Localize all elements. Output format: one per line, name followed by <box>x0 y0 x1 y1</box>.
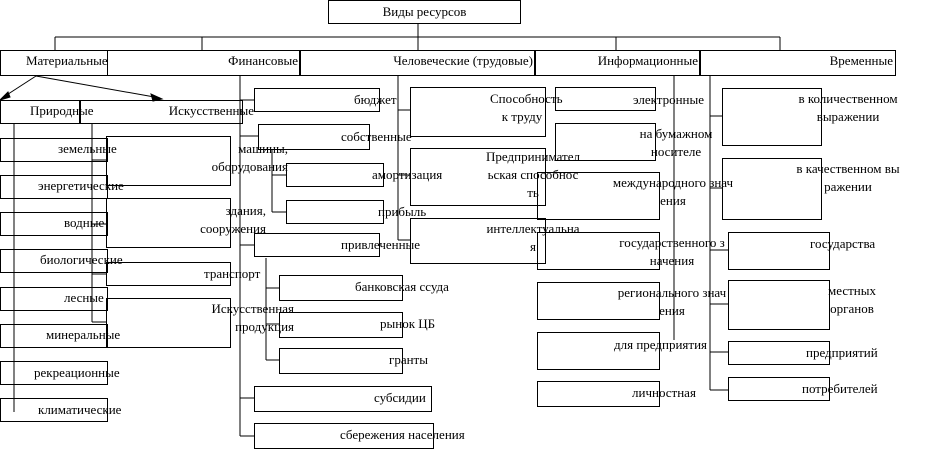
financial-item-label: субсидии <box>374 390 426 405</box>
artificial-item-label: здания, сооружения <box>200 203 266 236</box>
financial-item-label: банковская ссуда <box>355 279 449 294</box>
financial-item-label: бюджет <box>354 92 397 107</box>
natural-item-label: земельные <box>58 141 117 156</box>
financial-item-label: привлеченные <box>341 237 421 252</box>
artificial-item-label: Искусственная продукция <box>211 301 294 334</box>
info-item-label: международного значения <box>612 175 734 208</box>
financial-label: Финансовые <box>228 53 298 68</box>
human-item-label: интеллектуальная <box>486 221 580 254</box>
human-item-label: Способность к труду <box>490 91 563 124</box>
natural-item-label: минеральные <box>46 327 121 342</box>
financial-item <box>286 163 384 187</box>
time-item-label: государства <box>810 236 876 251</box>
artificial-label: Искусственные <box>168 103 254 118</box>
time-item-label: в качественном выражении <box>796 161 900 194</box>
natural-item-label: лесные <box>64 290 104 305</box>
material-label: Материальные <box>26 53 108 68</box>
time-item-label: местных органов <box>828 283 876 316</box>
human-label: Человеческие (трудовые) <box>393 53 533 68</box>
financial-item-label: сбережения населения <box>340 427 465 442</box>
info-item-label: государственного значения <box>619 235 725 268</box>
financial-item <box>286 200 384 224</box>
financial-item-label: собственные <box>341 129 412 144</box>
artificial-item-label: машины, оборудования <box>211 141 288 174</box>
time-item-label: потребителей <box>802 381 878 396</box>
financial-item <box>279 348 403 374</box>
root-label: Виды ресурсов <box>382 4 467 19</box>
info-item-label: на бумажном носителе <box>639 126 713 159</box>
natural-item-label: биологические <box>40 252 123 267</box>
natural-item-label: рекреационные <box>34 365 120 380</box>
info-item-label: регионального значения <box>617 285 727 318</box>
time-item-label: предприятий <box>806 345 878 360</box>
info-item-label: электронные <box>633 92 705 107</box>
info-item-label: для предприятия <box>614 337 708 352</box>
financial-item-label: рынок ЦБ <box>380 316 436 331</box>
natural-item-label: водные <box>64 215 105 230</box>
human-item-label: Предпринимательская способность <box>486 149 580 200</box>
info-item-label: личностная <box>632 385 696 400</box>
financial-item-label: амортизация <box>372 167 443 182</box>
natural-item-label: климатические <box>38 402 122 417</box>
natural-label: Природные <box>30 103 94 118</box>
financial-item-label: прибыль <box>378 204 427 219</box>
info-label: Информационные <box>597 53 698 68</box>
financial-item-label: гранты <box>389 352 428 367</box>
time-label: Временные <box>829 53 893 68</box>
artificial-item-label: транспорт <box>204 266 261 281</box>
natural-item-label: энергетические <box>38 178 124 193</box>
time-item-label: в количественном выражении <box>798 91 898 124</box>
